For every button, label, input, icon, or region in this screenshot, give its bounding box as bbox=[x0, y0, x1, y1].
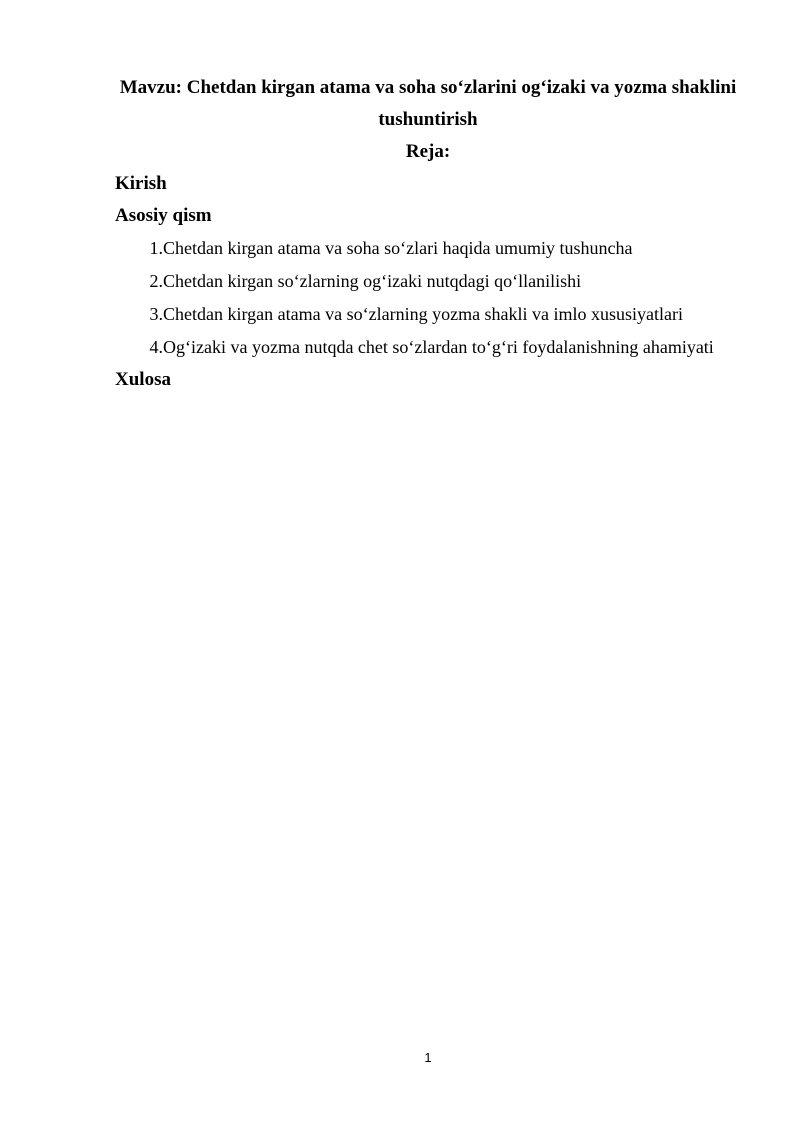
document-title: Mavzu: Chetdan kirgan atama va soha so‘zlarini og‘izaki va yozma shaklini tushuntirish bbox=[119, 77, 737, 130]
plan-item-number: 3. bbox=[149, 304, 163, 324]
plan-item bbox=[115, 298, 741, 331]
document-content bbox=[115, 72, 741, 396]
conclusion-heading: Xulosa bbox=[115, 369, 171, 390]
plan-item-number: 2. bbox=[149, 271, 163, 291]
main-part-heading: Asosiy qism bbox=[115, 205, 212, 226]
plan-item-text: Chetdan kirgan atama va soha so‘zlari haqida umumiy tushuncha bbox=[163, 238, 633, 258]
introduction-heading: Kirish bbox=[115, 173, 167, 194]
plan-item-text: Chetdan kirgan atama va so‘zlarning yozma shakli va imlo xususiyatlari bbox=[163, 304, 684, 324]
page-number: 1 bbox=[424, 1050, 432, 1065]
plan-item-text: Chetdan kirgan so‘zlarning og‘izaki nutqdagi qo‘llanilishi bbox=[163, 271, 582, 291]
plan-item-number: 1. bbox=[149, 238, 163, 258]
plan-item-number: 4. bbox=[149, 337, 163, 357]
plan-item-text: Og‘izaki va yozma nutqda chet so‘zlardan to‘g‘ri foydalanishning ahamiyati bbox=[163, 337, 714, 357]
plan-item bbox=[115, 265, 741, 298]
plan-item bbox=[115, 331, 741, 364]
plan-list bbox=[115, 232, 741, 364]
plan-heading: Reja: bbox=[405, 141, 451, 162]
plan-item bbox=[115, 232, 741, 265]
